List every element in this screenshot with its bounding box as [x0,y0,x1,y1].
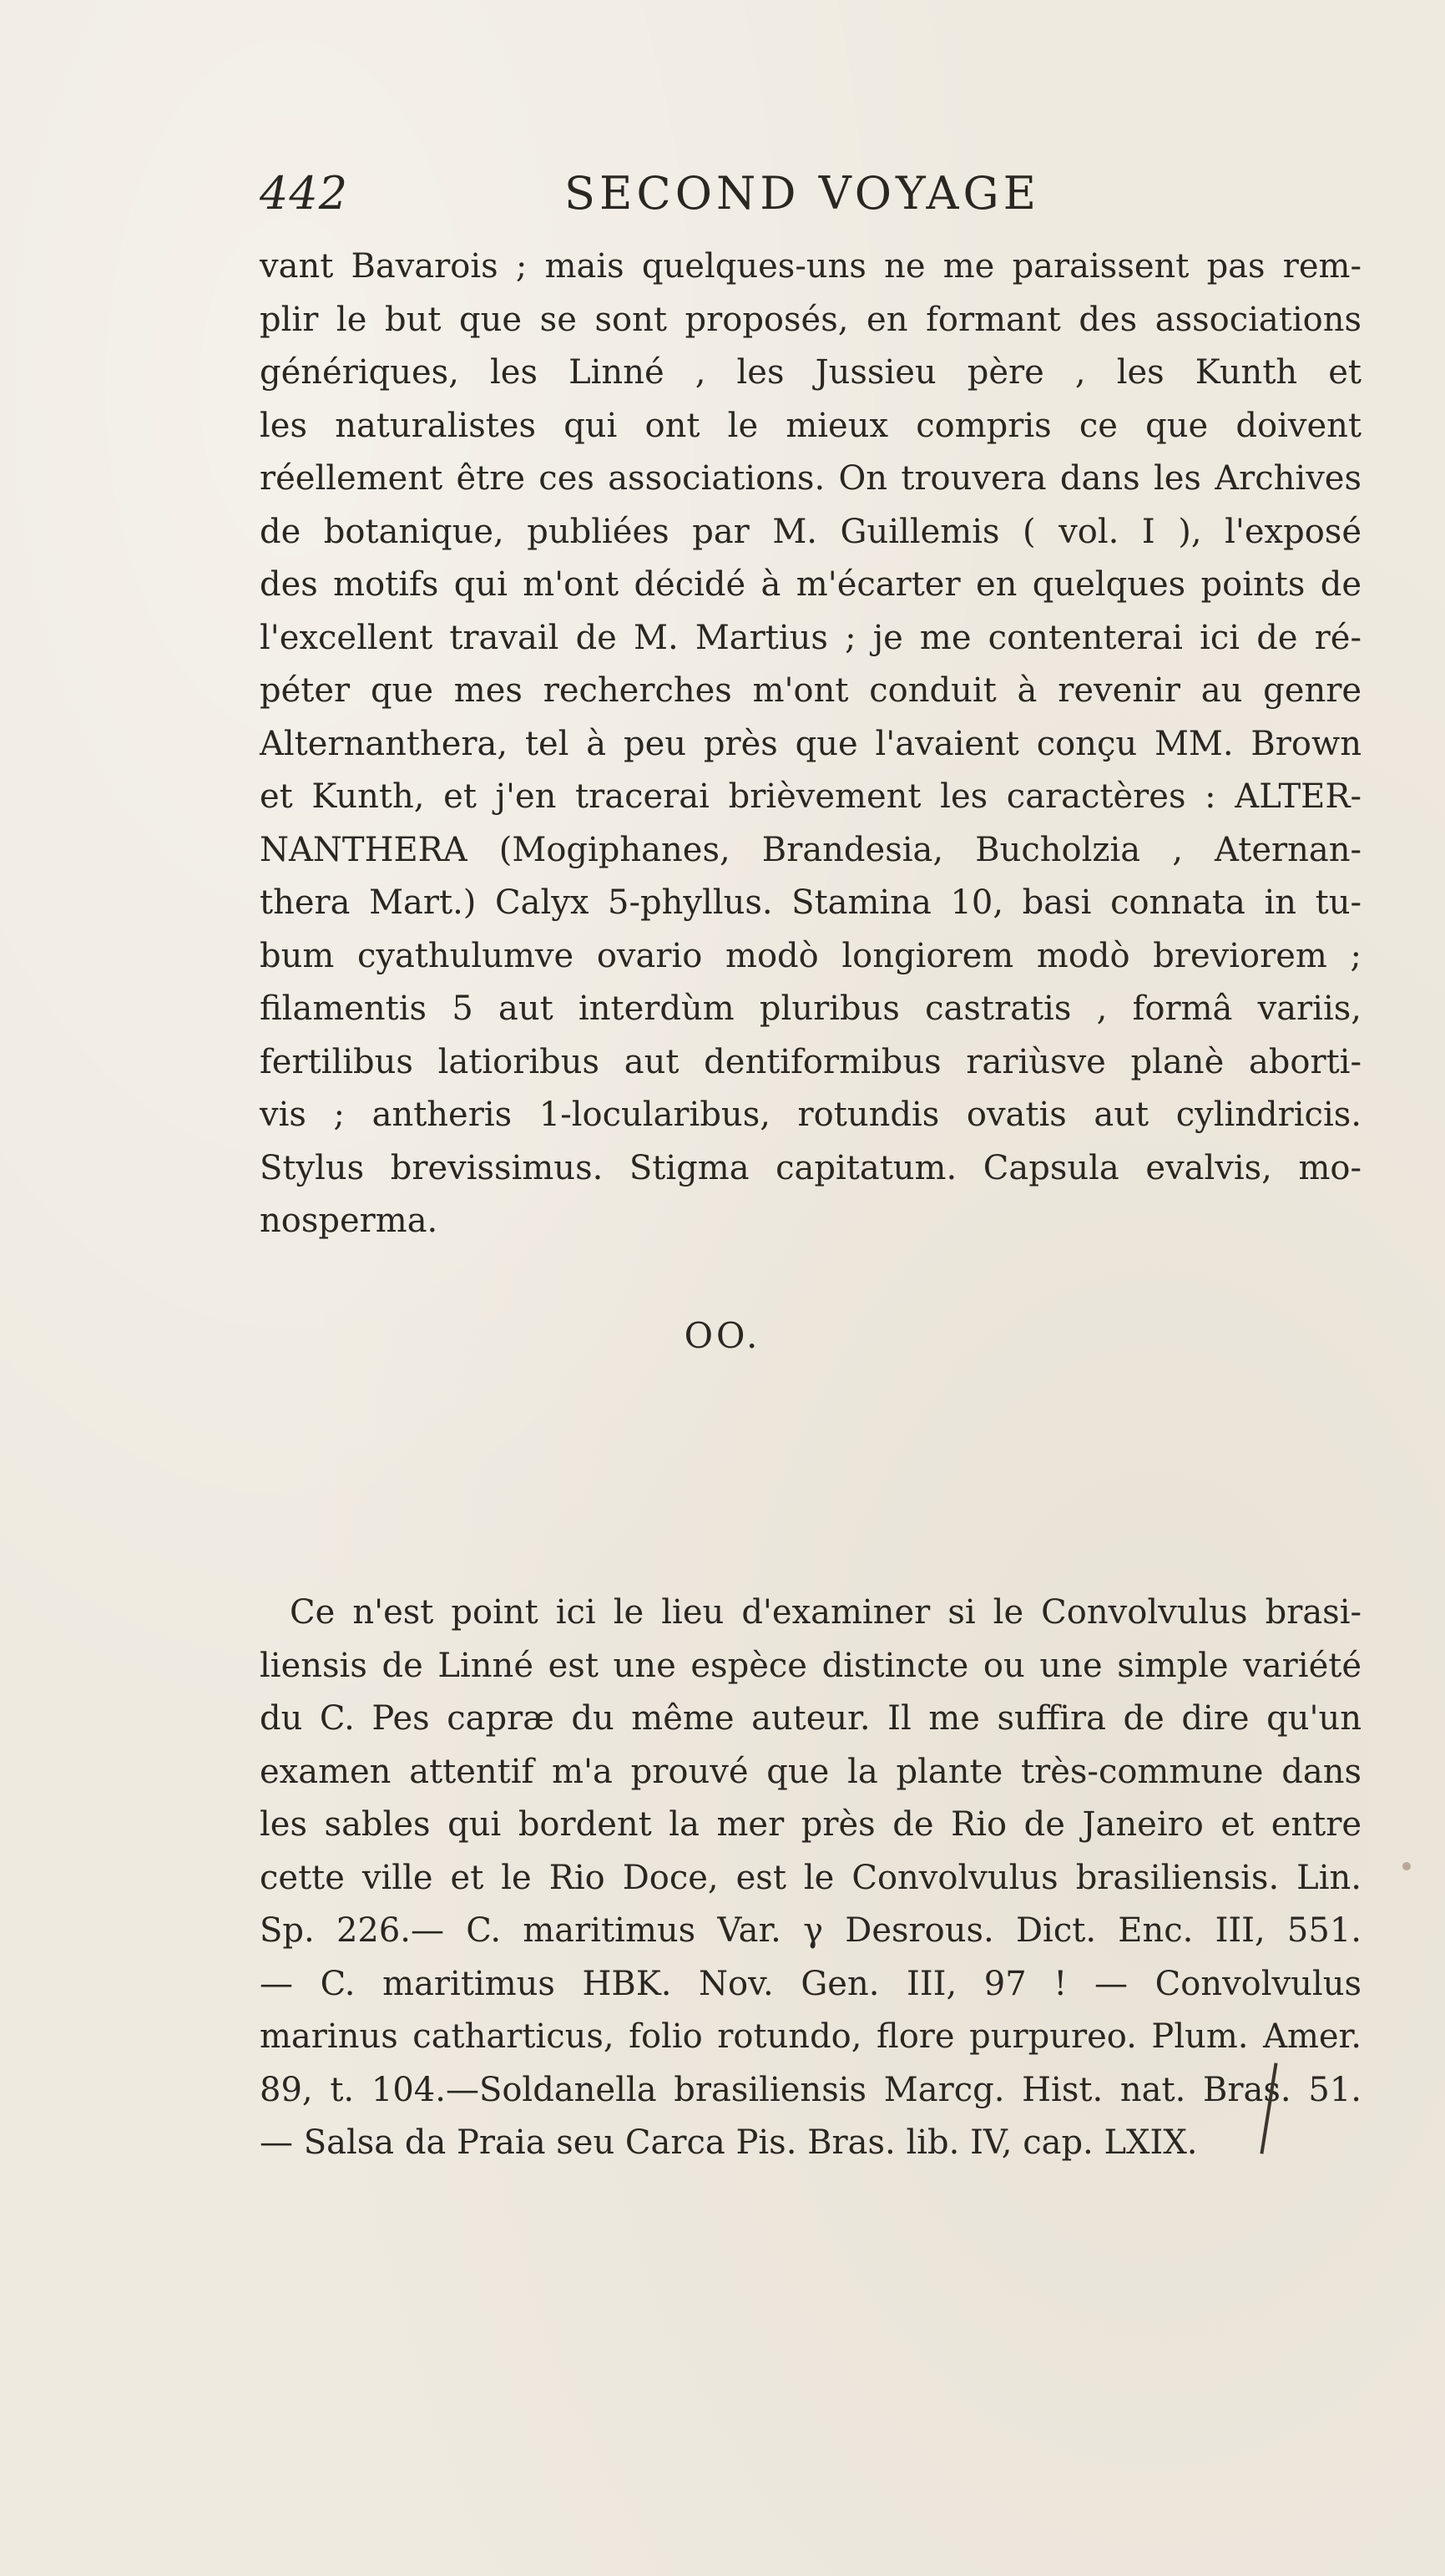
text-line: de botanique, publiées par M. Guillemis ( vol. I ), l'exposé [260,512,1362,551]
text-line: du C. Pes capræ du même auteur. Il me suffira de dire qu'un [260,1699,1362,1738]
text-line: des motifs qui m'ont décidé à m'écarter en quelques points de [260,565,1362,604]
text-line: marinus catharticus, folio rotundo, flore purpureo. Plum. Amer. [260,2017,1362,2056]
paragraph-alternanthera [260,240,1362,1248]
text-line: Alternanthera, tel à peu près que l'avaient conçu MM. Brown [260,724,1362,763]
text-line: l'excellent travail de M. Martius ; je me contenterai ici de ré- [260,618,1362,657]
text-line: vis ; antheris 1-locularibus, rotundis ovatis aut cylindricis. [260,1096,1362,1134]
text-line: vant Bavarois ; mais quelques-uns ne me paraissent pas rem- [260,247,1362,286]
text-line: plir le but que se sont proposés, en formant des associations [260,300,1362,339]
text-line: thera Mart.) Calyx 5-phyllus. Stamina 10, basi connata in tu- [260,883,1362,922]
text-line: les naturalistes qui ont le mieux compris ce que doivent [260,406,1362,445]
text-line: Stylus brevissimus. Stigma capitatum. Capsula evalvis, mo- [260,1148,1362,1187]
text-line: Sp. 226.— C. maritimus Var. γ Desrous. Dict. Enc. III, 551. [260,1911,1362,1950]
paragraph-convolvulus [260,1587,1362,2170]
text-line: et Kunth, et j'en tracerai brièvement les caractères : ALTER- [260,777,1362,816]
text-line: filamentis 5 aut interdùm pluribus castratis , formâ variis, [260,989,1362,1028]
text-line: Ce n'est point ici le lieu d'examiner si le Convolvulus brasi- [290,1593,1362,1632]
running-title: SECOND VOYAGE [564,167,1041,220]
text-line: — Salsa da Praia seu Carca Pis. Bras. lib. IV, cap. LXIX. [260,2123,1198,2162]
text-line: liensis de Linné est une espèce distincte ou une simple variété [260,1646,1362,1685]
page-header [260,167,1362,234]
section-mark: OO. [684,1315,761,1356]
text-line: génériques, les Linné , les Jussieu père , les Kunth et [260,353,1362,392]
text-line: bum cyathulumve ovario modò longiorem modò breviorem ; [260,936,1362,975]
text-line: examen attentif m'a prouvé que la plante très-commune dans [260,1752,1362,1791]
text-line: réellement être ces associations. On trouvera dans les Archives [260,459,1362,498]
text-line: nosperma. [260,1202,438,1240]
text-line: NANTHERA (Mogiphanes, Brandesia, Bucholzia , Aternan- [260,830,1362,869]
text-line: péter que mes recherches m'ont conduit à revenir au genre [260,671,1362,710]
paper-spot [1402,1862,1411,1870]
text-line: fertilibus latioribus aut dentiformibus rariùsve planè aborti- [260,1042,1362,1081]
text-line: 89, t. 104.—Soldanella brasiliensis Marcg. Hist. nat. Bras. 51. [260,2070,1362,2109]
text-line: — C. maritimus HBK. Nov. Gen. III, 97 ! — Convolvulus [260,1964,1362,2003]
page-number: 442 [260,167,349,220]
text-line: les sables qui bordent la mer près de Rio de Janeiro et entre [260,1805,1362,1844]
text-line: cette ville et le Rio Doce, est le Convolvulus brasiliensis. Lin. [260,1858,1362,1897]
